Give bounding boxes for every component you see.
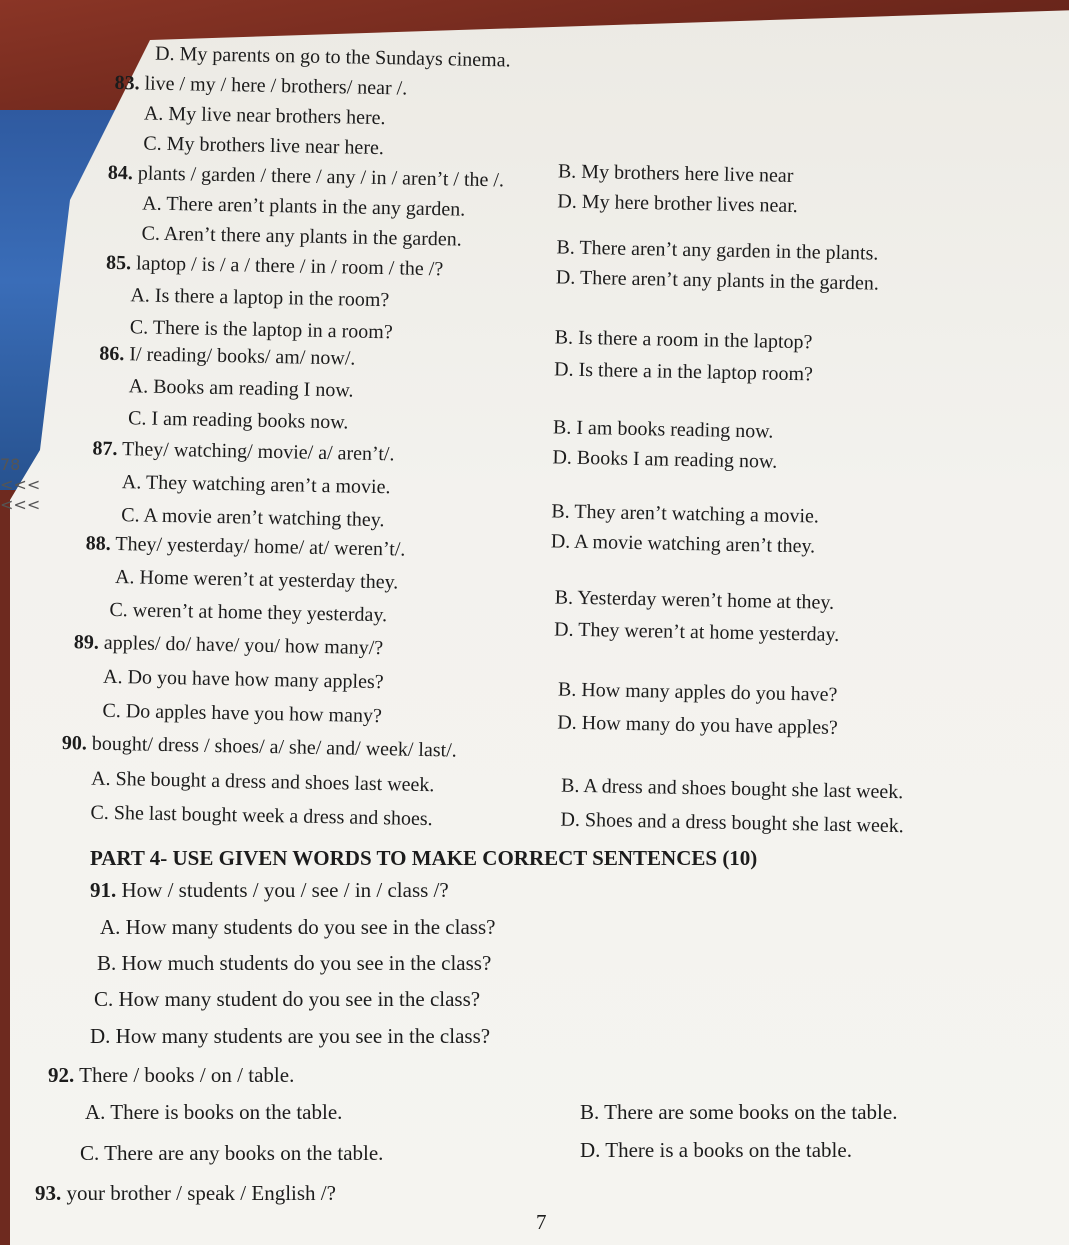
option-d: D. Is there a in the laptop room? [553, 358, 814, 386]
option-b: B. My brothers here live near [557, 160, 794, 187]
option-a: A. Home weren’t at yesterday they. [114, 566, 399, 594]
option-a: A. Books am reading I now. [128, 375, 354, 402]
option-d: D. Books I am reading now. [552, 446, 778, 473]
option-b: B. I am books reading now. [552, 416, 774, 443]
option-b: B. How many apples do you have? [557, 678, 838, 706]
option-a: A. She bought a dress and shoes last week. [90, 767, 435, 797]
question-84: 84. plants / garden / there / any / in / aren’t / the /. [107, 161, 505, 192]
option-b: B. Is there a room in the laptop? [554, 326, 813, 354]
page-number: 7 [536, 1210, 547, 1234]
question-93: 93. your brother / speak / English /? [35, 1181, 336, 1205]
option-d: D. Shoes and a dress bought she last week. [560, 808, 904, 838]
option-c: C. A movie aren’t watching they. [121, 504, 385, 532]
option-d: D. How many do you have apples? [557, 711, 839, 739]
option-d: D. A movie watching aren’t they. [550, 530, 816, 558]
option-b: B. There are some books on the table. [580, 1100, 898, 1124]
option-c: C. How many student do you see in the class? [94, 987, 481, 1011]
part4-heading: PART 4- USE GIVEN WORDS TO MAKE CORRECT SENTENCES (10) [90, 846, 758, 870]
question-85: 85. laptop / is / a / there / in / room / the /? [105, 251, 444, 281]
option-c: C. My brothers live near here. [143, 132, 385, 160]
question-88: 88. They/ yesterday/ home/ at/ weren’t/. [85, 532, 406, 561]
option-b: B. Yesterday weren’t home at they. [554, 586, 835, 614]
question-92: 92. There / books / on / table. [48, 1063, 295, 1087]
question-90: 90. bought/ dress / shoes/ a/ she/ and/ week/ last/. [61, 732, 457, 762]
option-c: C. Aren’t there any plants in the garden. [141, 222, 462, 251]
question-83: 83. live / my / here / brothers/ near /. [114, 71, 408, 100]
question-86: 86. I/ reading/ books/ am/ now/. [99, 342, 356, 370]
option-b: B. How much students do you see in the class? [97, 951, 492, 975]
option-d: D. There is a books on the table. [580, 1138, 852, 1162]
option-b: B. There aren’t any garden in the plants. [556, 236, 879, 265]
option-b: B. They aren’t watching a movie. [551, 500, 820, 528]
option-d: D. My here brother lives near. [557, 190, 799, 218]
previous-option-d: D. My parents on go to the Sundays cinema. [154, 42, 511, 72]
question-89: 89. apples/ do/ have/ you/ how many/? [73, 631, 384, 660]
option-a: A. Is there a laptop in the room? [130, 284, 390, 312]
option-c: C. There are any books on the table. [80, 1141, 384, 1165]
option-d: D. There aren’t any plants in the garden. [555, 266, 880, 295]
question-91: 91. How / students / you / see / in / class /? [90, 878, 449, 902]
side-mark: 78 [0, 455, 21, 474]
option-a: A. My live near brothers here. [143, 102, 386, 130]
option-c: C. weren’t at home they yesterday. [109, 598, 388, 627]
option-c: C. Do apples have you how many? [102, 699, 383, 728]
side-mark: <<< [0, 495, 41, 514]
option-a: A. They watching aren’t a movie. [121, 471, 391, 499]
option-c: C. There is the laptop in a room? [129, 316, 393, 344]
option-c: C. I am reading books now. [127, 407, 349, 434]
option-c: C. She last bought week a dress and shoes. [90, 801, 433, 831]
option-d: D. They weren’t at home yesterday. [553, 618, 840, 646]
option-a: A. How many students do you see in the class? [100, 915, 496, 939]
option-b: B. A dress and shoes bought she last week. [560, 774, 904, 804]
option-a: A. There is books on the table. [85, 1100, 343, 1124]
option-a: A. There aren’t plants in the any garden. [142, 192, 466, 221]
question-87: 87. They/ watching/ movie/ a/ aren’t/. [92, 437, 395, 466]
option-d: D. How many students are you see in the class? [90, 1024, 491, 1048]
side-mark: <<< [0, 475, 41, 494]
option-a: A. Do you have how many apples? [102, 665, 384, 694]
